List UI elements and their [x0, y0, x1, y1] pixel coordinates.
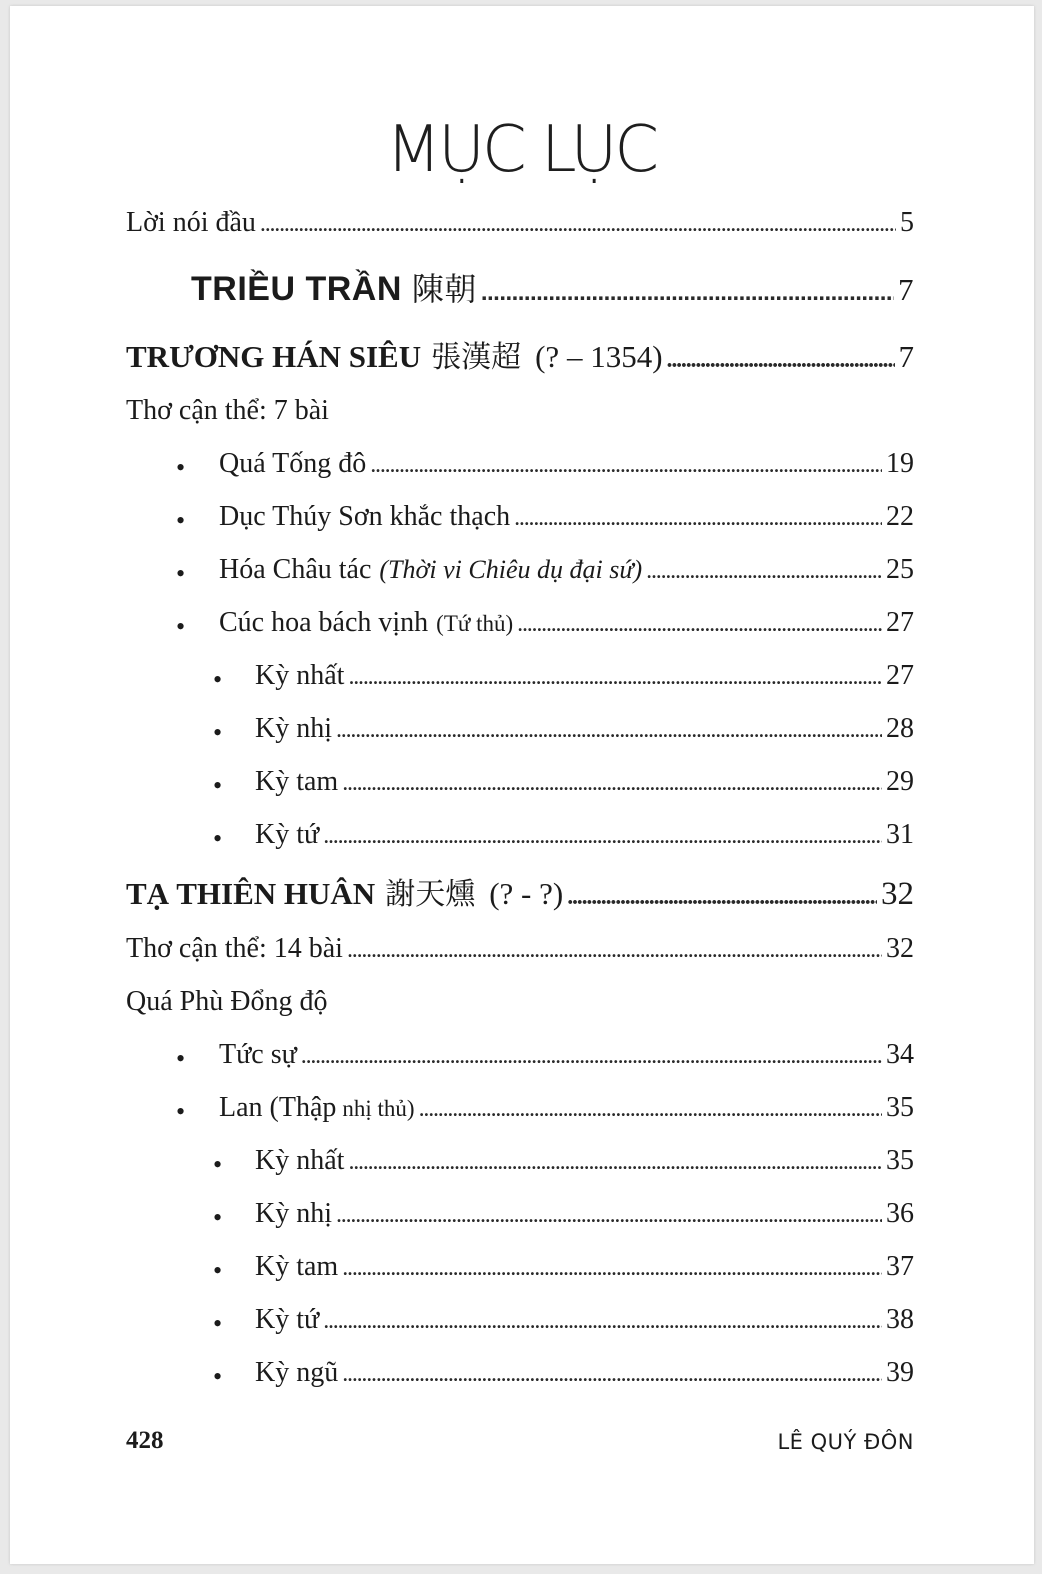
dot-leader [419, 1092, 882, 1124]
toc-page-number: 34 [886, 1039, 914, 1070]
toc-page-number: 32 [881, 876, 914, 912]
toc-entry [219, 554, 914, 586]
toc-entry-label: TRƯƠNG HÁN SIÊU [126, 339, 422, 374]
dot-leader [260, 207, 896, 239]
toc-entry-label: Kỳ tam [255, 1251, 339, 1282]
bullet: • [176, 1044, 186, 1073]
toc-section-heading [126, 986, 327, 1018]
toc-entry [219, 1092, 914, 1124]
dot-leader [667, 339, 895, 375]
bullet: • [176, 612, 186, 641]
toc-section-entry [126, 933, 914, 965]
dot-leader [370, 448, 882, 480]
toc-entry [255, 713, 914, 745]
dot-leader [301, 1039, 882, 1071]
toc-entry-label: Kỳ tam [255, 766, 339, 797]
toc-entry-subtitle: (Tứ thủ) [436, 611, 514, 636]
han-characters: 謝天燻 [385, 877, 476, 912]
toc-entry-subtitle: nhị thủ) [342, 1096, 415, 1121]
dot-leader [323, 819, 882, 851]
toc-page-number: 7 [898, 339, 914, 374]
toc-page-number: 32 [886, 933, 914, 964]
bullet: • [213, 824, 223, 853]
dot-leader [567, 876, 877, 912]
toc-entry-label: Kỳ nhất [255, 660, 345, 691]
toc-entry-label: TRIỀU TRẦN [191, 270, 402, 308]
bullet: • [213, 665, 223, 694]
toc-entry-label: Kỳ tứ [255, 819, 320, 850]
toc-entry [255, 1145, 914, 1177]
toc-entry-label: Kỳ nhị [255, 1198, 332, 1229]
bullet: • [176, 1097, 186, 1126]
toc-entry-label: Kỳ nhất [255, 1145, 345, 1176]
toc-entry [255, 1357, 914, 1389]
toc-page-number: 38 [886, 1304, 914, 1335]
toc-entry-label: Kỳ nhị [255, 713, 332, 744]
dot-leader [342, 766, 882, 798]
bullet: • [213, 771, 223, 800]
toc-entry-label: Kỳ ngũ [255, 1357, 339, 1388]
dot-leader [646, 554, 882, 586]
toc-entry-preface [126, 207, 914, 239]
bullet: • [213, 1203, 223, 1232]
toc-page-number: 5 [900, 207, 914, 238]
toc-section-heading [126, 395, 329, 427]
dot-leader [347, 933, 882, 965]
dot-leader [517, 607, 882, 639]
toc-entry-label: Thơ cận thể: 14 bài [126, 933, 343, 964]
toc-page-number: 28 [886, 713, 914, 744]
author-dates: (? – 1354) [535, 339, 663, 374]
bullet: • [213, 1256, 223, 1285]
dot-leader [336, 1198, 882, 1230]
toc-entry [219, 1039, 914, 1071]
toc-entry-label: Tức sự [219, 1039, 297, 1070]
bullet: • [213, 1309, 223, 1338]
dot-leader [323, 1304, 882, 1336]
toc-page-number: 35 [886, 1092, 914, 1123]
toc-entry-label: TẠ THIÊN HUÂN [126, 876, 376, 911]
toc-entry-label: Lời nói đầu [126, 207, 256, 238]
toc-page-number: 25 [886, 554, 914, 585]
toc-page-number: 27 [886, 607, 914, 638]
toc-author-heading [126, 876, 914, 914]
toc-entry [255, 1304, 914, 1336]
toc-entry [255, 660, 914, 692]
toc-entry [255, 1251, 914, 1283]
toc-entry [255, 766, 914, 798]
dot-leader [348, 1145, 882, 1177]
page-title: MỤC LỤC [385, 113, 657, 187]
toc-entry-label: Hóa Châu tác [219, 554, 372, 585]
toc-page-number: 19 [886, 448, 914, 479]
bullet: • [213, 1150, 223, 1179]
dot-leader [348, 660, 882, 692]
toc-page-number: 31 [886, 819, 914, 850]
toc-entry-label: Lan (Thập [219, 1092, 337, 1123]
toc-page-number: 36 [886, 1198, 914, 1229]
bullet: • [213, 1362, 223, 1391]
toc-entry-label: Kỳ tứ [255, 1304, 320, 1335]
toc-entry-subtitle: (Thời vi Chiêu dụ đại sứ) [379, 555, 643, 584]
toc-page-number: 37 [886, 1251, 914, 1282]
toc-page-number: 22 [886, 501, 914, 532]
toc-entry [255, 1198, 914, 1230]
bullet: • [176, 559, 186, 588]
bullet: • [176, 453, 186, 482]
toc-entry-label: Quá Tống đô [219, 448, 367, 479]
author-dates: (? - ?) [489, 876, 564, 911]
toc-page-number: 29 [886, 766, 914, 797]
footer-page-number: 428 [126, 1427, 164, 1454]
han-characters: 張漢超 [431, 340, 522, 375]
toc-page-number: 27 [886, 660, 914, 691]
toc-author-heading [126, 339, 914, 376]
toc-entry [219, 607, 914, 639]
footer-author: LÊ QUÝ ĐÔN [777, 1430, 914, 1454]
dot-leader [342, 1357, 882, 1389]
toc-page-number: 39 [886, 1357, 914, 1388]
toc-entry-label: Thơ cận thể: 7 bài [126, 395, 329, 426]
dot-leader [336, 713, 882, 745]
toc-page-number: 35 [886, 1145, 914, 1176]
toc-page-number: 7 [898, 272, 914, 307]
han-characters: 陳朝 [411, 270, 477, 308]
toc-entry [219, 501, 914, 533]
toc-dynasty-heading [191, 270, 914, 309]
toc-entry [255, 819, 914, 851]
dot-leader [481, 270, 894, 309]
bullet: • [213, 718, 223, 747]
toc-entry-label: Quá Phù Đổng độ [126, 986, 328, 1017]
toc-entry [219, 448, 914, 480]
dot-leader [342, 1251, 882, 1283]
bullet: • [176, 506, 186, 535]
dot-leader [514, 501, 882, 533]
toc-entry-label: Cúc hoa bách vịnh [219, 607, 429, 638]
toc-entry-label: Dục Thúy Sơn khắc thạch [219, 501, 511, 532]
